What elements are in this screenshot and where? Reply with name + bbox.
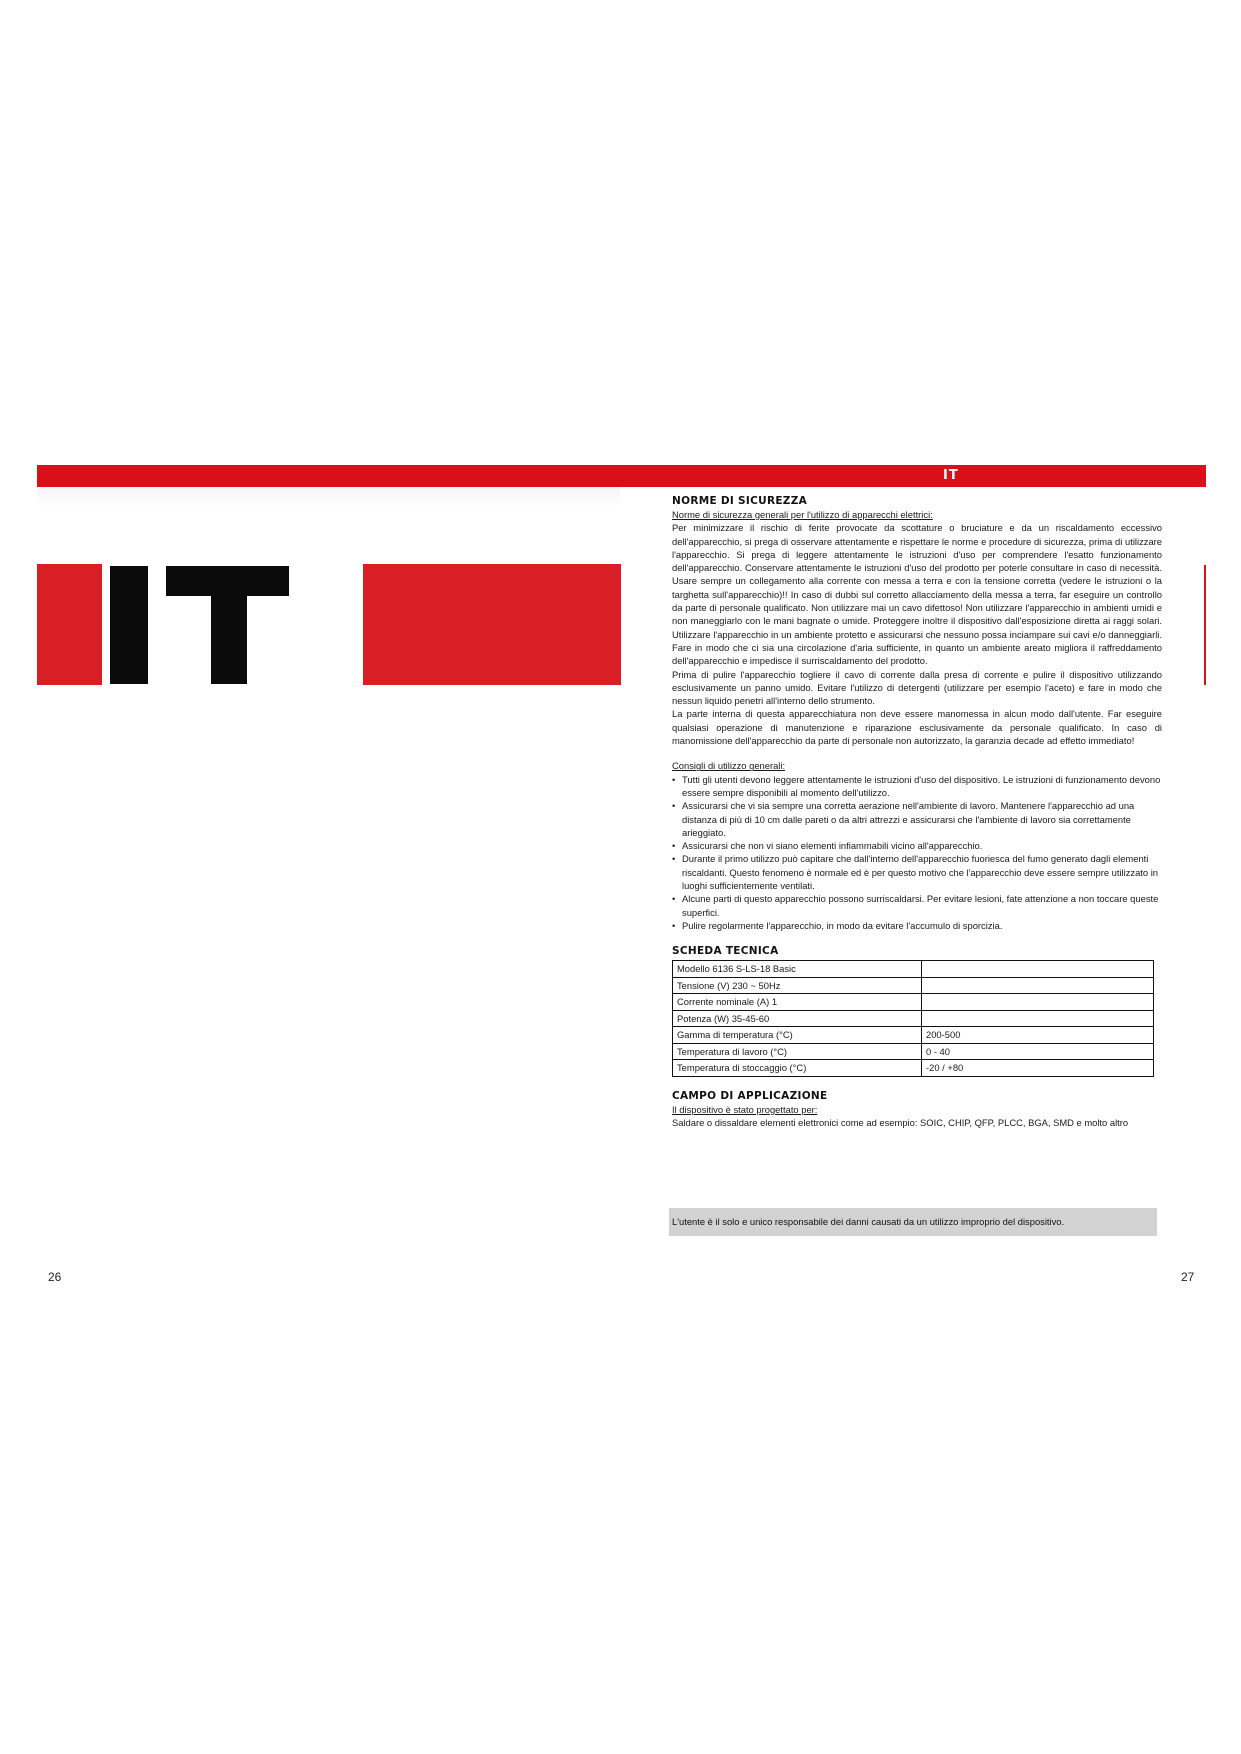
safety-heading: NORME DI SICUREZZA xyxy=(672,495,808,507)
red-block-left xyxy=(37,564,102,685)
spec-value: 0 - 40 xyxy=(922,1043,1154,1060)
liability-notice: L'utente è il solo e unico responsabile dei danni causati da un utilizzo improprio del dispositivo. xyxy=(669,1208,1157,1236)
table-row xyxy=(673,1043,1154,1060)
safety-subheading: Norme di sicurezza generali per l'utilizzo di apparecchi elettrici: xyxy=(672,509,933,520)
application-subheading: Il dispositivo è stato progettato per: xyxy=(672,1103,818,1115)
cleaning-paragraph: Prima di pulire l'apparecchio togliere il cavo di corrente dalla presa di corrente e pulire il dispositivo utilizzando esclusivamente un panno umido. Evitare l'utilizzo di detergenti (utilizzare per esempio l'aceto) e fare in modo che nessun liquido penetri all'interno dello strumento. xyxy=(672,668,1162,707)
spec-table xyxy=(672,960,1154,1077)
advice-heading: Consigli di utilizzo generali: xyxy=(672,760,786,772)
right-edge-line xyxy=(1204,565,1206,685)
right-page-content xyxy=(672,494,1162,1129)
red-block-right xyxy=(363,564,621,685)
spec-value xyxy=(922,1010,1154,1027)
table-row xyxy=(673,994,1154,1011)
spec-label: Potenza (W) 35-45-60 xyxy=(673,1010,922,1027)
advice-item: • Assicurarsi che non vi siano elementi infiammabili vicino all'apparecchio. xyxy=(672,839,1162,852)
spec-value: 200-500 xyxy=(922,1027,1154,1044)
spec-heading: SCHEDA TECNICA xyxy=(672,945,779,958)
table-row xyxy=(673,1027,1154,1044)
advice-item: • Pulire regolarmente l'apparecchio, in modo da evitare l'accumulo di sporcizia. xyxy=(672,919,1162,932)
spec-value xyxy=(922,961,1154,978)
advice-item: • Durante il primo utilizzo può capitare che dall'interno dell'apparecchio fuoriesca del fumo generato dagli elementi riscaldanti. Questo fenomeno è normale ed è per questo motivo che l'apparecchio deve essere sempre utilizzato in luoghi sufficientemente ventilati. xyxy=(672,852,1162,892)
spec-label: Modello 6136 S-LS-18 Basic xyxy=(673,961,922,978)
advice-item: • Alcune parti di questo apparecchio possono surriscaldarsi. Per evitare lesioni, fate attenzione a non toccare queste superfici. xyxy=(672,892,1162,919)
header-bar xyxy=(37,465,1206,487)
advice-item: • Tutti gli utenti devono leggere attentamente le istruzioni d'uso del dispositivo. Le istruzioni di funzionamento devono essere sempre disponibili al momento dell'utilizzo. xyxy=(672,773,1162,800)
spec-label: Temperatura di lavoro (°C) xyxy=(673,1043,922,1060)
table-row xyxy=(673,1010,1154,1027)
page-number-right: 27 xyxy=(1181,1270,1195,1284)
it-logo xyxy=(106,562,296,686)
logo-letter-t-stem xyxy=(211,566,247,684)
page-number-left: 26 xyxy=(48,1270,62,1284)
spec-value: -20 / +80 xyxy=(922,1060,1154,1077)
advice-list xyxy=(672,773,1162,933)
table-row xyxy=(673,1060,1154,1077)
application-text: Saldare o dissaldare elementi elettronici come ad esempio: SOIC, CHIP, QFP, PLCC, BGA, SMD e molto altro xyxy=(672,1117,1129,1128)
spec-value xyxy=(922,977,1154,994)
header-language-label: IT xyxy=(943,468,959,483)
application-heading: CAMPO DI APPLICAZIONE xyxy=(672,1089,828,1102)
advice-item: • Assicurarsi che vi sia sempre una corretta aerazione nell'ambiente di lavoro. Mantenere l'apparecchio ad una distanza di più di 10 cm dalle pareti o da altri attrezzi e assicurarsi che l'ambiente di lavoro sia correttamente arieggiato. xyxy=(672,799,1162,839)
table-row xyxy=(673,961,1154,978)
logo-letter-i xyxy=(110,566,148,684)
tampering-paragraph: La parte interna di questa apparecchiatura non deve essere manomessa in alcun modo dall'utente. Far eseguire qualsiasi operazione di manutenzione e riparazione esclusivamente da personale qualificato. In caso di manomissione dell'apparecchio da parte di personale non autorizzato, la garanzia decade ad effetto immediato! xyxy=(672,708,1162,747)
spec-label: Gamma di temperatura (°C) xyxy=(673,1027,922,1044)
safety-paragraph: Per minimizzare il rischio di ferite provocate da scottature o bruciature e da un riscaldamento eccessivo dell'apparecchio, si prega di osservare attentamente e rispettare le norme e procedure di sicurezza, prima di utilizzare l'apparecchio. Si prega di leggere attentamente le istruzioni d'uso per comprendere l'esatto funzionamento dell'apparecchio. Conservare attentamente le istruzioni d'uso del prodotto per poterle consultare in caso di necessità. Usare sempre un collegamento alla corrente con messa a terra e con la tensione corretta (vedere le istruzioni o la targhetta sull'apparecchio)!! In caso di dubbi sul corretto allacciamento della messa a terra, far eseguire un controllo da parte di personale qualificato. Non utilizzare mai un cavo difettoso! Non utilizzare l'apparecchio in ambienti umidi e non maneggiarlo con le mani bagnate o umide. Proteggere inoltre il dispositivo dall'esposizione diretta ai raggi solari. Utilizzare l'apparecchio in un ambiente protetto e assicurarsi che nessuno possa inciampare sui cavi e/o danneggiarli. Fare in modo che ci sia una circolazione d'aria sufficiente, in quanto un ambiente areato migliora il raffreddamento dell'apparecchio e impedisce il surriscaldamento del prodotto. xyxy=(672,522,1162,667)
spec-label: Temperatura di stoccaggio (°C) xyxy=(673,1060,922,1077)
spec-value xyxy=(922,994,1154,1011)
table-row xyxy=(673,977,1154,994)
header-shadow xyxy=(37,487,620,507)
spec-label: Tensione (V) 230 ~ 50Hz xyxy=(673,977,922,994)
spec-label: Corrente nominale (A) 1 xyxy=(673,994,922,1011)
